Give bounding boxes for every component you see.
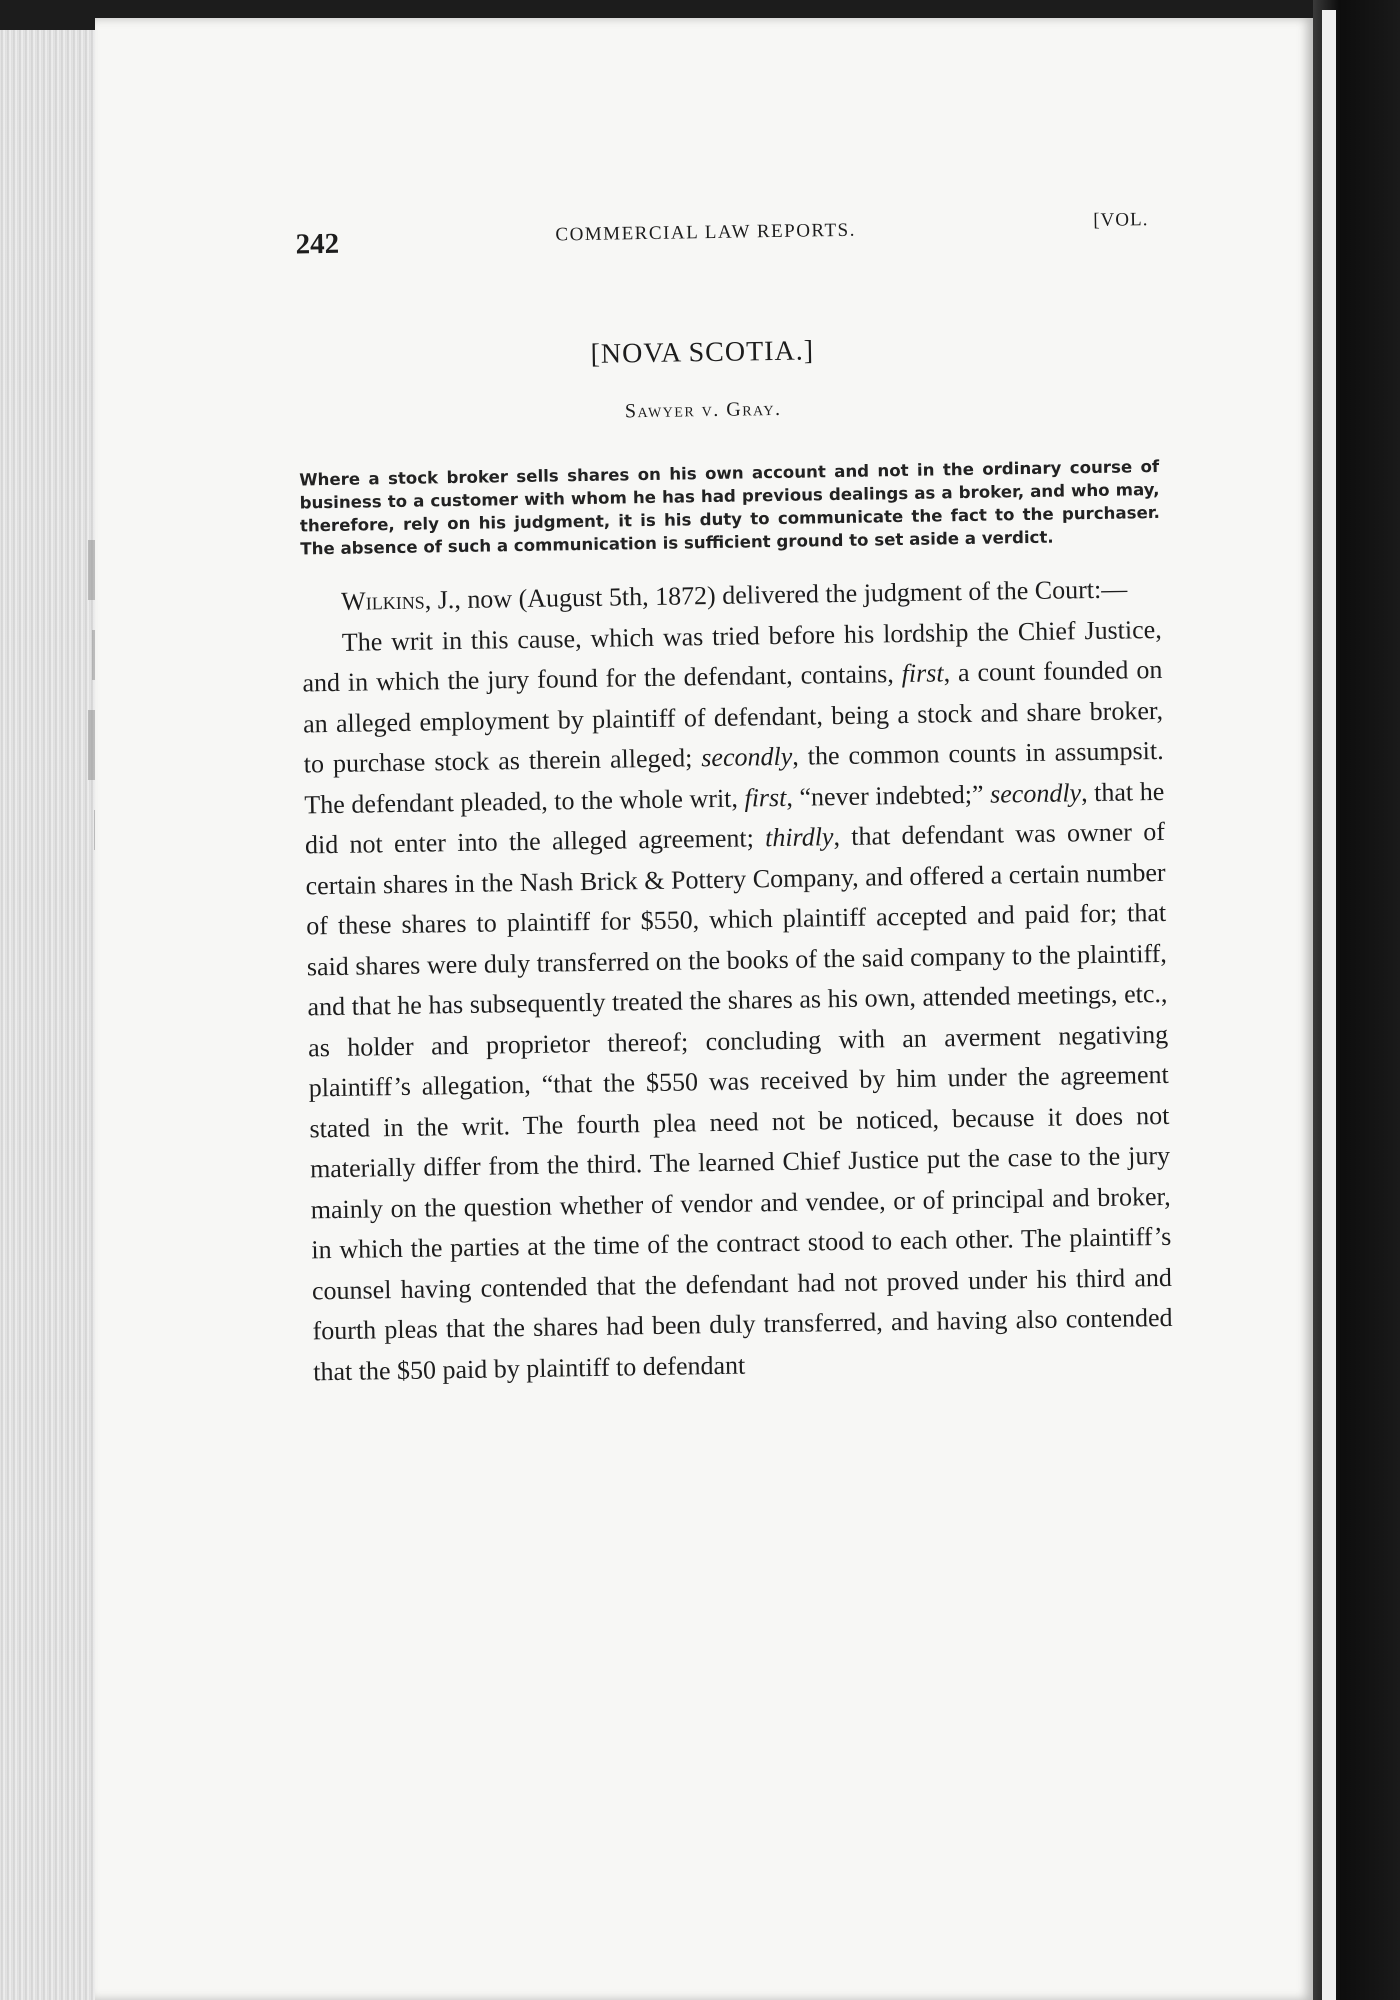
running-title: COMMERCIAL LAW REPORTS. [555,219,857,246]
italic-run: secondly [989,777,1082,809]
jurisdiction-heading: [NOVA SCOTIA.] [590,335,815,370]
intro-text: , now (August 5th, 1872) delivered the judgment of the Court:— [454,574,1128,615]
italic-run: thirdly [764,822,834,853]
text-run: , a count founded on an alleged employment by plaintiff of defendant, being a stock and share broker, to purchase stock as therein alleged; [302,654,1164,779]
page-content [200,195,1198,1394]
volume-marker: [VOL. [1093,209,1149,231]
text-run: , the common counts in assumpsit. The defendant pleaded, to the whole writ, [304,735,1164,819]
headnote: Where a stock broker sells shares on his own account and not in the ordinary course of business to a customer with whom he has had previous dealings as a broker, and who may, therefore, rely on his judgment, it is his duty to communicate the fact to the purchaser. The absence of such a communication is sufficient ground to set aside a verdict. [299,456,1161,559]
text-run: , “never indebted;” [786,779,991,812]
opinion-text [301,569,1174,1392]
page-number: 242 [295,227,340,261]
text-run: , that defendant was owner of certain shares in the Nash Brick & Pottery Company, and offered a certain number of these shares to plaintiff for $550, which plaintiff accepted and paid for; that said shares were duly transferred on the books of the said company to the plaintiff, and that he has subsequently treated the shares as his own, attended meetings, etc., as holder and proprietor thereof; concluding with an averment negativing plaintiff’s allegation, “that the $550 was received by him under the agreement stated in the writ. The fourth plea need not be noticed, because it does not materially differ from the third. The learned Chief Justice put the case to the jury mainly on the question whether of vendor and vendee, or of principal and broker, in which the parties at the time of the contract stood to each other. The plaintiff’s counsel having contended that the defendant had not proved under his third and fourth pleas that the shares had been duly transferred, and having also contended that the $50 paid by plaintiff to defendant [305,816,1173,1386]
text-run: , that he did not enter into the alleged agreement; [304,776,1165,860]
italic-run: first [901,658,944,689]
judge-name: Wilkins, J. [340,585,455,616]
italic-run: secondly [701,741,793,773]
text-run: The writ in this cause, which was tried before his lordship the Chief Justice, and in which the jury found for the defendant, contains, [302,614,1162,698]
facing-page-edge [1322,10,1336,2000]
case-title: Sawyer v. Gray. [624,397,782,423]
opinion-paragraph [301,609,1173,1392]
italic-run: first [744,782,787,813]
book-page-edges [0,30,95,2000]
